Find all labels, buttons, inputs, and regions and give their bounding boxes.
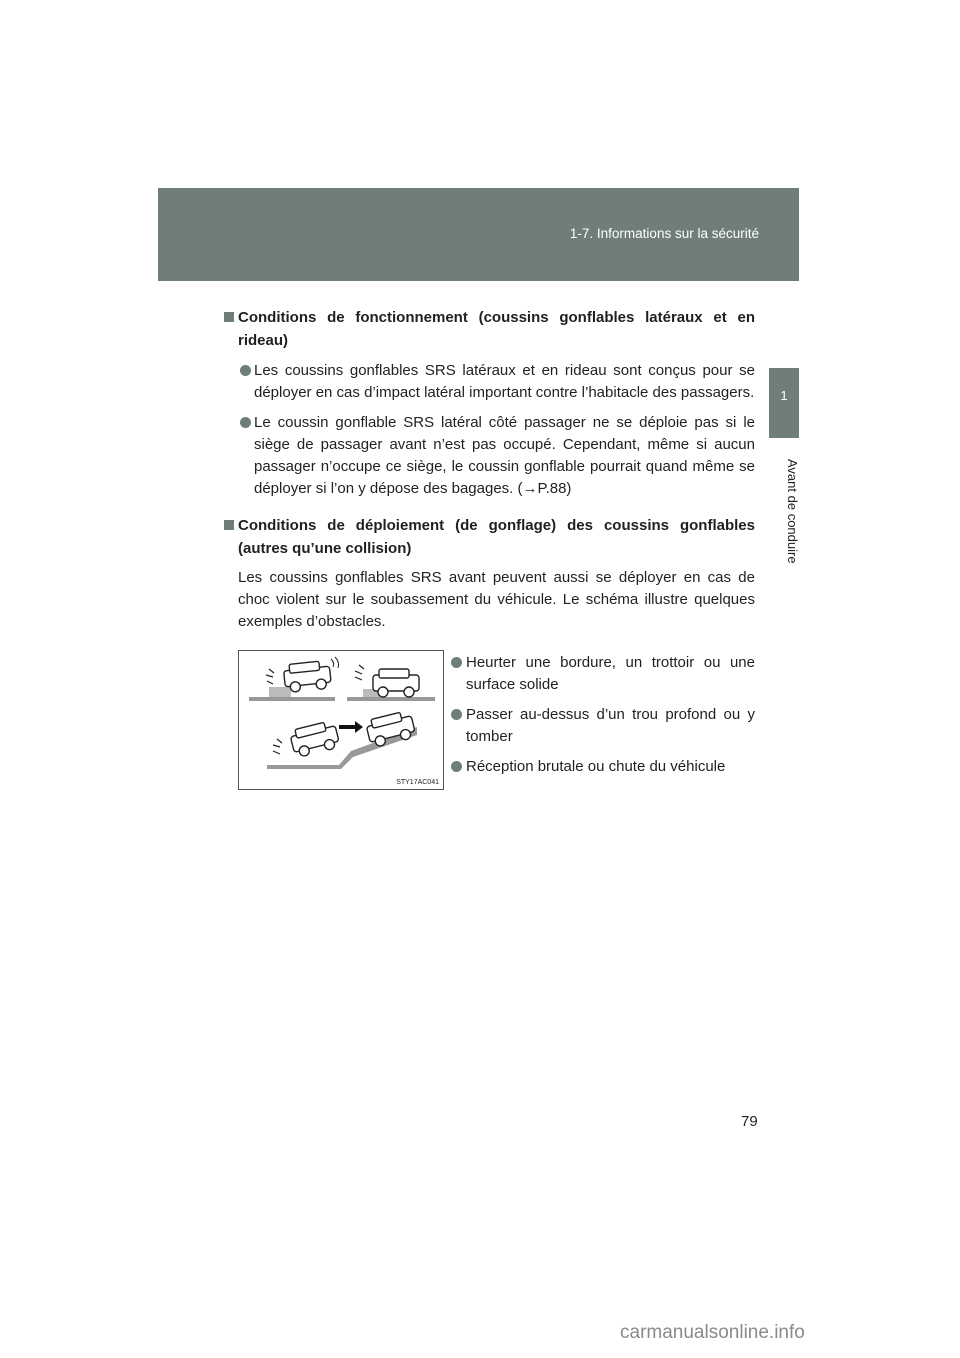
square-bullet-icon — [224, 312, 234, 322]
figure-code: STY17AC041 — [396, 779, 439, 786]
list-item — [224, 412, 755, 500]
list-item-text: Heurter une bordure, un trottoir ou une surface solide — [466, 654, 755, 693]
hole-impact-drawing — [347, 665, 435, 701]
list-item — [450, 704, 755, 748]
header-band — [158, 188, 799, 281]
figure-row — [224, 650, 755, 800]
chapter-tab — [769, 368, 799, 438]
circle-bullet-icon — [451, 709, 462, 720]
list-item — [450, 756, 755, 778]
section-heading-text: Conditions de fonctionnement (coussins gonflables latéraux et en rideau) — [238, 309, 755, 349]
section-heading-operation — [224, 306, 755, 352]
square-bullet-icon — [224, 520, 234, 530]
list-item-text: Le coussin gonflable SRS latéral côté passager ne se déploie pas si le siège de passager avant n’est pas occupé. Cependant, même si aucun passager n’occupe ce siège, le coussin gonflable pourrait quand même se déployer si l’on y dépose des bagages. (→P.88) — [254, 414, 755, 497]
list-item-text: Passer au-dessus d’un trou profond ou y tomber — [466, 706, 755, 745]
section-heading-deployment — [224, 514, 755, 560]
list-item — [224, 360, 755, 404]
chapter-label: Avant de conduire — [785, 458, 800, 564]
circle-bullet-icon — [240, 365, 251, 376]
circle-bullet-icon — [451, 657, 462, 668]
page-content — [224, 306, 755, 800]
landing-impact-drawing — [267, 710, 417, 769]
list-item — [450, 652, 755, 696]
list-item-text: Les coussins gonflables SRS latéraux et en rideau sont conçus pour se déployer en cas d’impact latéral important contre l’habitacle des passagers. — [254, 362, 755, 401]
obstacle-illustration — [238, 650, 444, 790]
page-number: 79 — [741, 1113, 758, 1130]
chapter-number: 1 — [780, 388, 788, 403]
section-heading-text: Conditions de déploiement (de gonflage) des coussins gonflables (autres qu’une collision) — [238, 517, 755, 557]
list-item-text: Réception brutale ou chute du véhicule — [466, 758, 726, 775]
watermark: carmanualsonline.info — [620, 1322, 805, 1343]
section-paragraph: Les coussins gonflables SRS avant peuvent aussi se déployer en cas de choc violent sur le soubassement du véhicule. Le schéma illustre quelques exemples d’obstacles. — [238, 569, 755, 630]
obstacle-list — [450, 644, 755, 778]
vehicle-obstacle-diagram — [239, 651, 443, 789]
section-title: 1-7. Informations sur la sécurité — [569, 226, 759, 241]
circle-bullet-icon — [240, 417, 251, 428]
curb-impact-drawing — [249, 657, 339, 701]
circle-bullet-icon — [451, 761, 462, 772]
